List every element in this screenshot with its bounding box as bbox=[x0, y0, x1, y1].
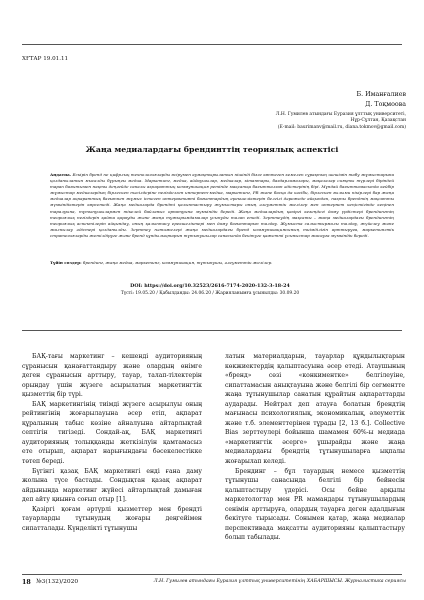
body-paragraph: Брендинг – бұл тауардың немесе қызметтің тұтынушы санасында белгілі бір бейнесін қалыптастыру үдерісі. Осы бейне арқылы маркетологтар мен PR мамандары тұтынушылардың сенімін арттыруға, олардың тауарға деген адалдығын бекітуге тырысады. Сонымен қатар, жаңа медиалар перспективада мақсатты аудиторияны қалыптастыру болып табылады. bbox=[225, 467, 405, 542]
body-column-right bbox=[225, 352, 405, 543]
keywords-text: брендинг, жаңа медиа, маркетинг, коммуникация, тұтынушы, әлеуметтік желілер. bbox=[82, 260, 273, 265]
article-title: Жаңа медиалардағы брендинттің теориялық аспектісі bbox=[85, 145, 339, 154]
body-paragraph: БАҚ маркетингінің тиімді жүзеге асырылуы оның рейтингінің жоғарылауына әсер етіп, ақпарат құралының табыс көзіне айналуына айтарлықтай септігін тигізеді. Сондай-ақ, БАҚ маркетингі аудиторияның толыққанды жеткізілуін қамтамасыз ете отырып, ақпарат нарығындағы бәсекелестікке төтеп береді. bbox=[22, 400, 202, 466]
authors-block bbox=[226, 90, 406, 109]
body-paragraph: БАҚ-тағы маркетинг – кешенді аудиторияның сұранысын қанағаттандыру және олардың өнімге деген сұранысын арттыру, тауар, талап-тілектерін орындау үшін жүзеге асырылатын маркетингтік қызметтің бір түрі. bbox=[22, 353, 202, 399]
affiliation-city: Нұр-Сұлтан, Қазақстан bbox=[350, 118, 406, 124]
keywords-label: Түйін сөздер: bbox=[50, 260, 82, 265]
body-paragraph: Қазіргі қоғам әртүрлі қызметтер мен брендті тауарларды тұтынудың жоғары деңгейімен сипатталады. Күнделікті тұтынушы bbox=[22, 505, 202, 532]
body-paragraph: латын материалдарын, тауарлар құндылықтарын көкжиектердің қалыптасуына әсер етеді. Атаушының «бренд» сөзі «конкиментке» белгілеуіне, сипаттамасын анықтауына және белгілі бір сегментте жаңа тұтынушылар санатын құрайтын ақпараттарды аударады. Нейтрал деп атауға болатын брендтің мағынасы психологиялық, экономикалық, әлеуметтік және т.б. элементтерінен тұрады [2, 13 б.]. Collective Bias зерттеулері бойынша шамамен 60%-ы медиада «маркетингтік әсерге» ұшырайды және жаңа медиалардағы брендтің тұтынушыларға ықпалы жоғарылап келеді. bbox=[225, 353, 405, 466]
top-rule bbox=[22, 44, 402, 45]
abstract-label: Аңдатпа. bbox=[50, 172, 72, 177]
keywords bbox=[50, 260, 394, 266]
affiliation-email: (E-mail: baurimanv@mail.ru, diana.tokmov@gmail.com) bbox=[277, 124, 406, 130]
udc-code: ХҒТАР 19.01.11 bbox=[22, 56, 69, 62]
author-name-1: Б. Иманғалиев bbox=[356, 91, 406, 98]
body-column-left bbox=[22, 352, 202, 533]
footer-rule bbox=[22, 574, 402, 575]
section-rule bbox=[22, 330, 402, 331]
page-number: 18 bbox=[22, 579, 31, 586]
received-accepted-dates: Түсті: 19.05.20 / Қабылданды: 24.06.20 / Жарияланымға ұсынылды: 30.09.20 bbox=[120, 291, 300, 296]
issue-number: №3(132)/2020 bbox=[36, 579, 79, 585]
affiliation-block bbox=[206, 112, 406, 131]
author-name-2: Д. Тоқмоова bbox=[365, 100, 406, 108]
doi-line: DOI: https://doi.org/10.32523/2616-7174-2020-132-3-18-24 bbox=[130, 283, 290, 289]
journal-name: Л.Н. Гумилев атындағы Еуразия ұлттық университетінің ХАБАРШЫСЫ. Журналистика сериясы bbox=[153, 579, 406, 584]
affiliation-university: Л.Н. Гумилев атындағы Еуразия ұлттық университеті, bbox=[275, 112, 406, 117]
abstract-text: Ескіріп бренд пе цифрлық технологияларды өсірумен аумақтырылатын пішінді бізге көптеген кемелеп сұрақтың шешімін табу жұмыстарына қолданылатын мысалды бұрыңғы медиа. Маркетинг, медиа, айдаушылар, медиалар, кітаптары, бағдарламалары, мақалалар сияқты түрлері біріндей тарап бағытымен нақты деңгейде сапалы ақпараттық коммуникация ретінде мақсатқа бағытталған әдістерінің бірі. Мұндай бағыттамасында кейбір жұмыстар медиалардың бірлескен тәсілдеріне негізделген интернет-медиа, маркетинг, PR және басқа да кәсіби, бірлескен ғылыми пікірлері бар жаңа медиалар ақпараттық бағытпен жұмыс істеген интерактивті бағыттардың ерекшеліктерін белгілі дәрежеде айқындап, нақты брендтің мақсатты мүмкіндіктерін көрсетеді. Жаңа медиаларда брендті қалыптастыру жұмыстары оның әлеуметтік желілер мен интернет кеңістігінде кеңінен таралуына, тұтынушылармен тікелей байланыс орнатуына мүмкіндік береді. Жаңа медиалардың қазіргі кезеңдегі даму үрдістері брендингтің теориялық негіздерін қайта қарауды және жаңа тұжырымдамалар ұсынуды талап етеді. Зерттеудің мақсаты – жаңа медиалардағы брендингтің теориялық аспектілерін айқындау, оның қалыптасу ерекшеліктері мен даму бағыттарын талдау. Жұмыста салыстырмалы талдау, жүйелеу және жалпылау әдістері қолданылды. Зерттеу нәтижелері жаңа медиалардағы бренд коммуникациясының тиімділігін арттыруға, маркетингтік стратегияларды жетілдіруге және бренд құндылықтарын тұтынушылар санасында бекітуге қажетті ұсыныстар жасауға мүмкіндік береді. bbox=[50, 172, 394, 238]
body-paragraph: Бүгінгі қазақ БАҚ маркетингі енді ғана даму жолына түсе бастады. Сондықтан қазақ ақпарат айдынында маркетинг жүйесі айтарлықтай дамыған деп айту қиынға соғып отыр [1]. bbox=[22, 467, 202, 504]
abstract bbox=[50, 172, 394, 239]
